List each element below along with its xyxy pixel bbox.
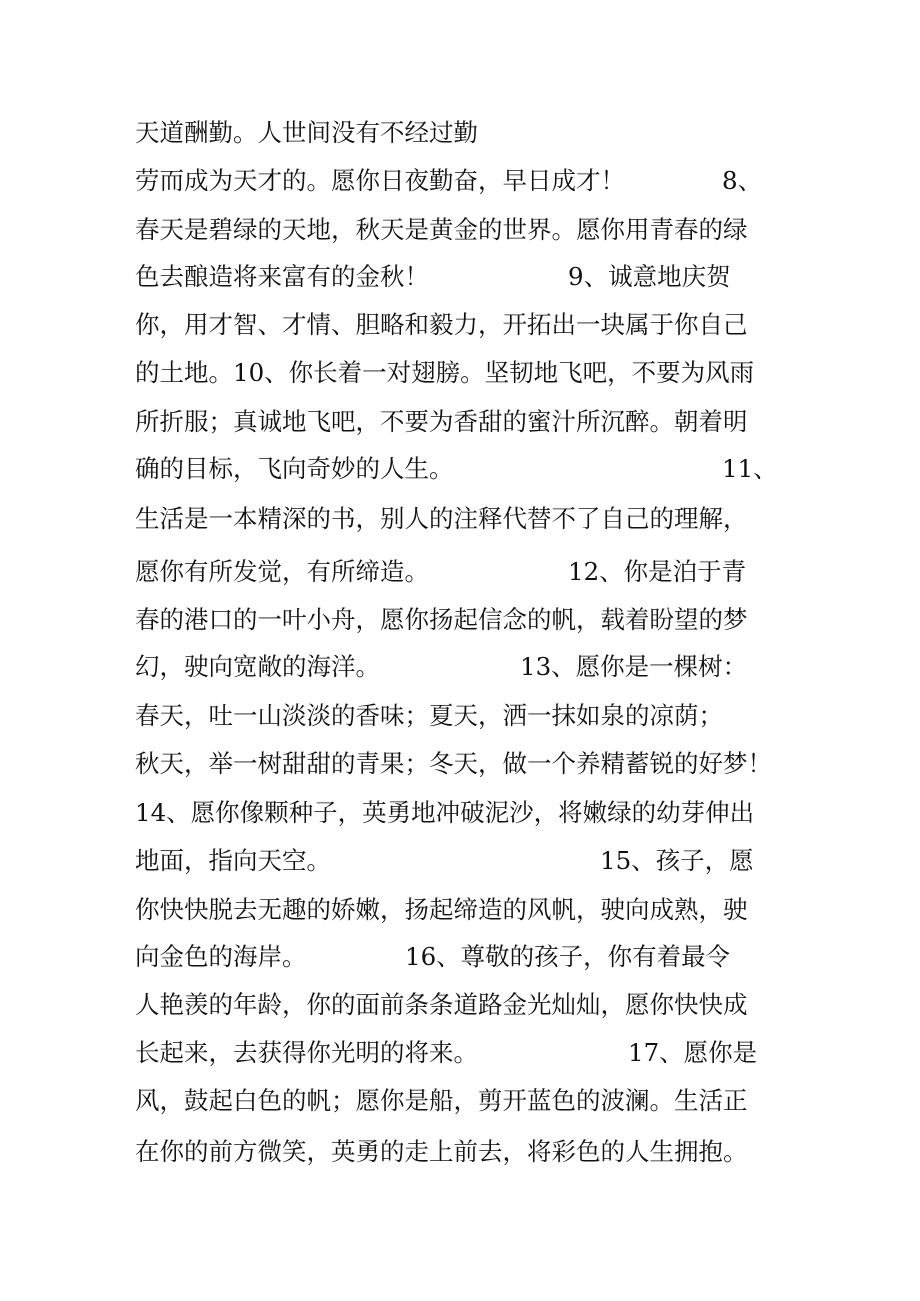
text-line [135,215,748,245]
line-text: 的土地。10、你长着一对翅膀。坚韧地飞吧，不要为风雨 [135,358,755,387]
text-line [135,990,748,1020]
text-line [135,166,763,196]
line-text: 生活是一本精深的书，别人的注释代替不了自己的理解， [135,504,748,533]
text-line [135,118,478,148]
text-line [135,701,723,731]
text-line [135,846,754,876]
line-text: 长起来，去获得你光明的将来。 [135,1038,478,1067]
line-continuation: 9、诚意地庆贺 [568,262,731,291]
line-text: 你，用才智、才情、胆略和毅力，开拓出一块属于你自己 [135,310,748,339]
text-line [135,1137,748,1167]
line-text: 愿你有所发觉，有所缔造。 [135,557,429,586]
line-text: 所折服；真诚地飞吧，不要为香甜的蜜汁所沉醉。朝着明 [135,407,748,436]
line-text: 春的港口的一叶小舟，愿你扬起信念的帆，载着盼望的梦 [135,605,748,634]
line-continuation: 12、你是泊于青 [568,557,747,586]
line-text: 色去酿造将来富有的金秋！ [135,262,429,291]
line-text: 劳而成为天才的。愿你日夜勤奋，早日成才！ [135,166,625,195]
text-line [135,262,731,292]
text-line [135,652,748,682]
line-text: 向金色的海岸。 [135,942,307,971]
line-text: 春天是碧绿的天地，秋天是黄金的世界。愿你用青春的绿 [135,215,748,244]
text-line [135,557,747,587]
line-continuation: 15、孩子，愿 [600,846,754,875]
line-continuation: 13、愿你是一棵树： [520,652,748,681]
line-continuation: 8、 [722,166,763,195]
line-text: 在你的前方微笑，英勇的走上前去，将彩色的人生拥抱。 [135,1137,748,1166]
text-line [135,454,778,484]
line-text: 风，鼓起白色的帆；愿你是船，剪开蓝色的波澜。生活正 [135,1086,748,1115]
line-text: 地面，指向天空。 [135,846,331,875]
text-line [135,798,754,828]
line-text: 人艳羡的年龄，你的面前条条道路金光灿灿，愿你快快成 [135,990,748,1019]
text-line [135,1038,758,1068]
line-text: 春天，吐一山淡淡的香味；夏天，洒一抹如泉的凉荫； [135,701,723,730]
text-line [135,605,748,635]
line-text: 秋天，举一树甜甜的青果；冬天，做一个养精蓄锐的好梦！ [135,749,772,778]
line-text: 你快快脱去无趣的娇嫩，扬起缔造的风帆，驶向成熟，驶 [135,895,748,924]
line-continuation: 17、愿你是 [628,1038,758,1067]
line-text: 确的目标，飞向奇妙的人生。 [135,454,454,483]
text-line [135,895,748,925]
text-line [135,942,731,972]
line-continuation: 11、 [722,454,778,483]
text-line [135,1086,748,1116]
text-line [135,358,754,388]
text-line [135,310,748,340]
text-line [135,407,748,437]
text-line [135,749,772,779]
line-text: 天道酬勤。人世间没有不经过勤 [135,118,478,147]
line-text: 幻，驶向宽敞的海洋。 [135,652,380,681]
text-line [135,504,748,534]
line-continuation: 16、尊敬的孩子，你有着最令 [405,942,731,971]
line-text: 14、愿你像颗种子，英勇地冲破泥沙，将嫩绿的幼芽伸出 [135,798,755,827]
